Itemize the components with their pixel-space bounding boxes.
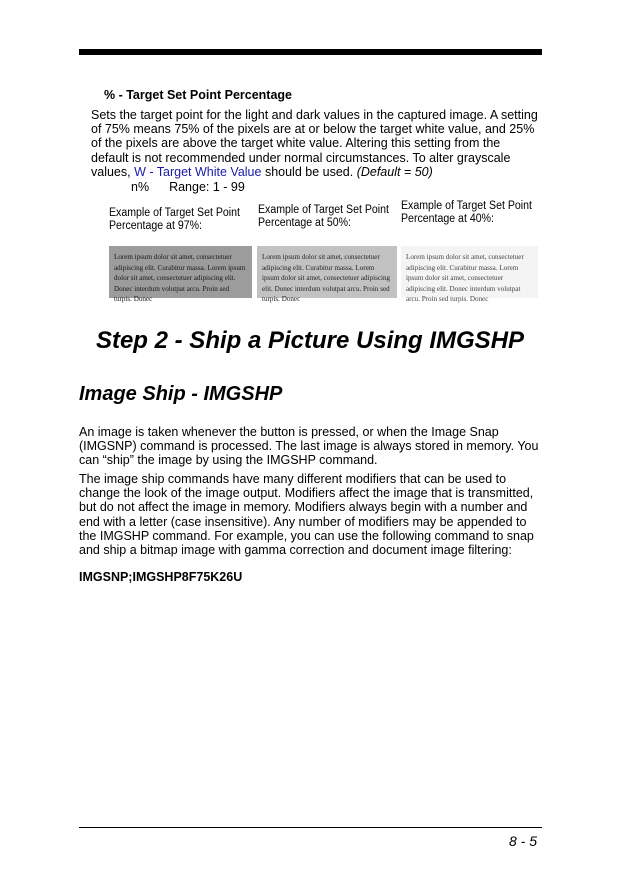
- example-command: IMGSNP;IMGSHP8F75K26U: [79, 570, 243, 584]
- sample-image-50: Lorem ipsum dolor sit amet, consectetuer adipiscing elit. Curabitur massa. Lorem ipsum dolor sit amet, consectetuer adipiscing elit. Donec interdum volutpat arcu. Proin sed turpis. Donec: [257, 246, 397, 298]
- default-note: (Default = 50): [356, 164, 433, 179]
- range-value: Range: 1 - 99: [169, 180, 245, 194]
- page-number: 8 - 5: [508, 833, 537, 849]
- step-title: Step 2 - Ship a Picture Using IMGSHP: [95, 327, 525, 354]
- example-caption-97: Example of Target Set Point Percentage at 97%:: [109, 207, 240, 232]
- target-white-value-link[interactable]: W - Target White Value: [134, 164, 262, 179]
- bottom-rule: [79, 827, 542, 828]
- sample-image-97: Lorem ipsum dolor sit amet, consectetuer adipiscing elit. Curabitur massa. Lorem ipsum dolor sit amet, consectetuer adipiscing elit. Donec interdum volutpat arcu. Proin sed turpis. Donec: [109, 246, 252, 298]
- subsection-title: Image Ship - IMGSHP: [79, 383, 283, 405]
- description-text-start: Sets the target point for the light and dark values in the captured image. A setting of 75% means 75% of the pixels are at or below the target white value, and 25% of the pixels are above the target white value. Altering this setting from the default is not recommended under normal circumstances. To alter grayscale values,: [91, 108, 538, 179]
- paragraph-image-taken: An image is taken whenever the button is pressed, or when the Image Snap (IMGSNP) command is processed. The last image is always stored in memory. You can “ship” the image by using the IMGSHP command.: [79, 425, 539, 468]
- paragraph-modifiers: The image ship commands have many different modifiers that can be used to change the look of the image output. Modifiers affect the image that is transmitted, but do not affect the image in memory. Modifiers always begin with a number and end with a letter (case insensitive). Any number of modifiers may be appended to the IMGSHP command. For example, you can use the following command to snap and ship a bitmap image with gamma correction and document image filtering:: [79, 472, 534, 558]
- section-heading: % - Target Set Point Percentage: [104, 88, 293, 102]
- sample-image-40: Lorem ipsum dolor sit amet, consectetuer adipiscing elit. Curabitur massa. Lorem ipsum dolor sit amet, consectetuer adipiscing elit. Donec interdum volutpat arcu. Proin sed turpis. Donec: [401, 246, 538, 298]
- description-text-end: should be used.: [261, 164, 357, 179]
- top-rule: [79, 49, 542, 55]
- example-caption-50: Example of Target Set Point Percentage at 50%:: [258, 204, 389, 229]
- range-parameter: n%: [131, 180, 150, 194]
- example-caption-40: Example of Target Set Point Percentage at 40%:: [401, 200, 532, 225]
- range-line: [131, 180, 245, 194]
- target-set-point-description: [91, 108, 541, 179]
